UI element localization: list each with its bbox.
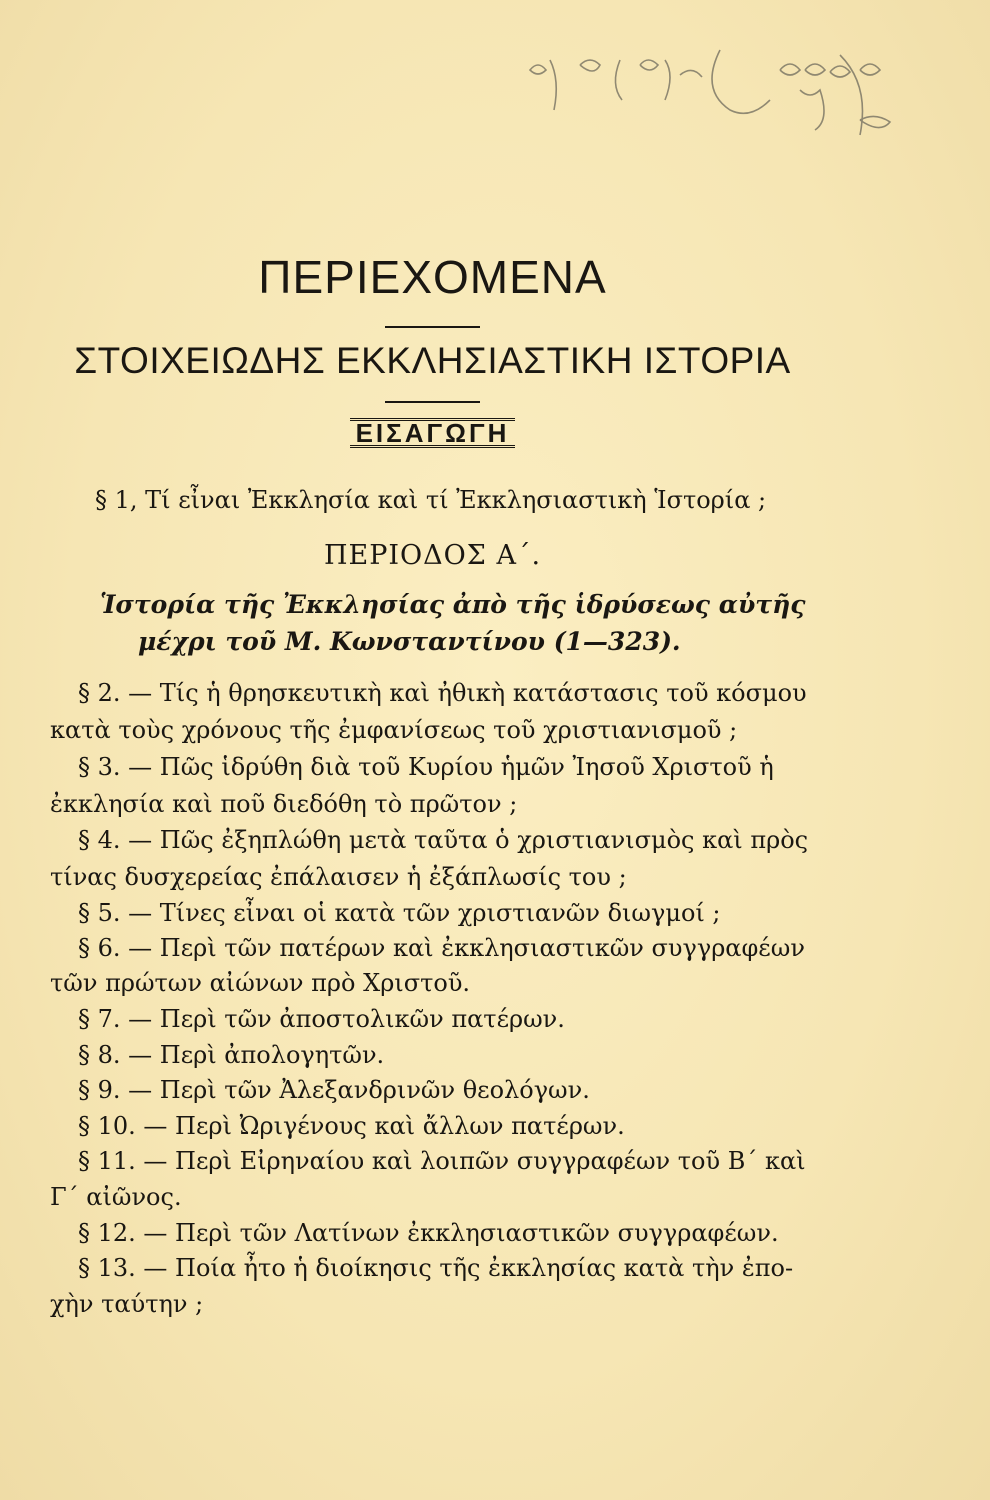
- toc-entry: § 8. — Περὶ ἀπολογητῶν.: [78, 1041, 385, 1069]
- period-subtitle-line: μέχρι τοῦ Μ. Κωνσταντίνου (1—323).: [138, 627, 681, 656]
- toc-entry-continuation: τίνας δυσχερείας ἐπάλαισεν ἡ ἐξάπλωσίς του ;: [50, 863, 627, 891]
- pencil-doodle-marks: [520, 30, 920, 170]
- period-subtitle-line: Ἱστορία τῆς Ἐκκλησίας ἀπὸ τῆς ἱδρύσεως αὐτῆς: [100, 590, 806, 619]
- page-title: ΠΕΡΙΕΧΟΜΕΝΑ: [258, 251, 607, 303]
- toc-entry: § 6. — Περὶ τῶν πατέρων καὶ ἐκκλησιαστικῶν συγγραφέων: [78, 934, 805, 962]
- book-subtitle: ΣΤΟΙΧΕΙΩΔΗΣ ΕΚΚΛΗΣΙΑΣΤΙΚΗ ΙΣΤΟΡΙΑ: [74, 340, 791, 381]
- toc-entry: § 11. — Περὶ Εἰρηναίου καὶ λοιπῶν συγγραφέων τοῦ Β΄ καὶ: [78, 1147, 806, 1175]
- toc-entry-continuation: ἐκκλησία καὶ ποῦ διεδόθη τὸ πρῶτον ;: [50, 790, 518, 818]
- toc-entry-continuation: κατὰ τοὺς χρόνους τῆς ἐμφανίσεως τοῦ χριστιανισμοῦ ;: [50, 716, 738, 744]
- toc-entry: § 9. — Περὶ τῶν Ἀλεξανδρινῶν θεολόγων.: [78, 1076, 590, 1104]
- toc-entry: § 1, Τί εἶναι Ἐκκλησία καὶ τί Ἐκκλησιαστικὴ Ἱστορία ;: [95, 486, 767, 514]
- toc-entry: § 3. — Πῶς ἱδρύθη διὰ τοῦ Κυρίου ἡμῶν Ἰησοῦ Χριστοῦ ἡ: [78, 753, 774, 781]
- toc-entry: § 2. — Τίς ἡ θρησκευτικὴ καὶ ἠθικὴ κατάστασις τοῦ κόσμου: [78, 679, 807, 707]
- divider-rule: [385, 326, 480, 328]
- toc-entry: § 13. — Ποία ἦτο ἡ διοίκησις τῆς ἐκκλησίας κατὰ τὴν ἐπο-: [78, 1254, 794, 1282]
- toc-entry-continuation: Γ΄ αἰῶνος.: [50, 1183, 182, 1211]
- toc-entry: § 12. — Περὶ τῶν Λατίνων ἐκκλησιαστικῶν συγγραφέων.: [78, 1219, 779, 1247]
- introduction-heading-text: ΕΙΣΑΓΩΓΗ: [350, 418, 516, 448]
- toc-entry: § 5. — Τίνες εἶναι οἱ κατὰ τῶν χριστιανῶν διωγμοί ;: [78, 899, 721, 927]
- introduction-heading: [0, 418, 865, 449]
- toc-entry: § 7. — Περὶ τῶν ἀποστολικῶν πατέρων.: [78, 1005, 565, 1033]
- toc-entry: § 4. — Πῶς ἐξηπλώθη μετὰ ταῦτα ὁ χριστιανισμὸς καὶ πρὸς: [78, 826, 809, 854]
- period-heading: ΠΕΡΙΟΔΟΣ Α΄.: [323, 540, 542, 571]
- toc-entry: § 10. — Περὶ Ὠριγένους καὶ ἄλλων πατέρων.: [78, 1112, 625, 1140]
- toc-entry-continuation: χὴν ταύτην ;: [50, 1290, 204, 1318]
- toc-entry-continuation: τῶν πρώτων αἰώνων πρὸ Χριστοῦ.: [50, 969, 471, 997]
- divider-rule: [385, 401, 480, 403]
